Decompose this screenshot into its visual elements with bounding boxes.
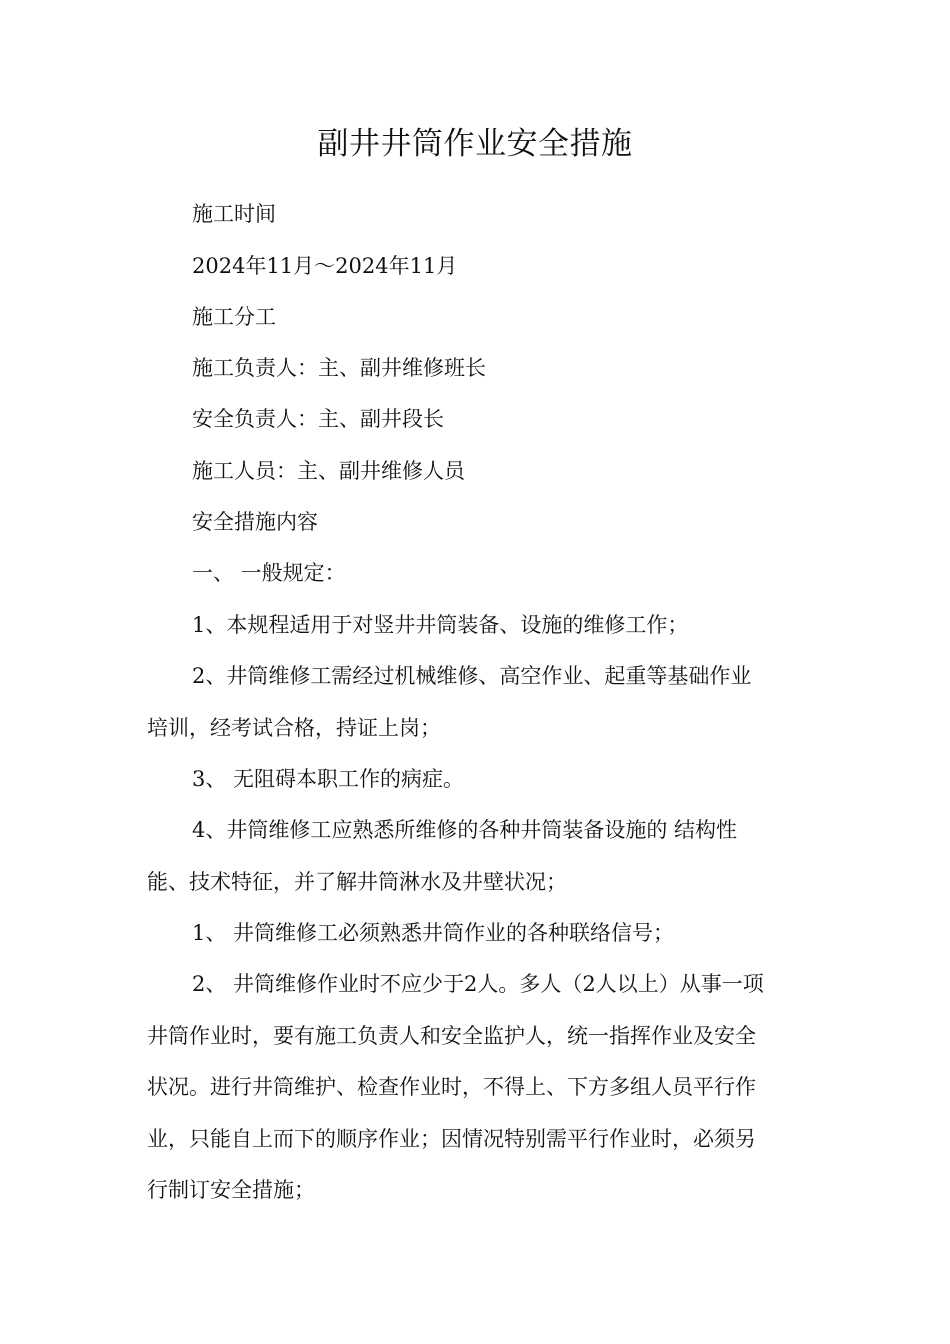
clause-6-line-1: 2、 井筒维修作业时不应少于2人。多人（2人以上）从事一项 bbox=[192, 972, 764, 996]
document-title: 副井井筒作业安全措施 bbox=[317, 126, 633, 162]
safety-supervisor: 安全负责人：主、副井段长 bbox=[192, 407, 444, 431]
clause-4-line-1: 4、井筒维修工应熟悉所维修的各种井筒装备设施的 结构性 bbox=[192, 818, 738, 842]
clause-6-line-3: 状况。进行井筒维护、检查作业时，不得上、下方多组人员平行作 bbox=[147, 1075, 756, 1099]
clause-3: 3、 无阻碍本职工作的病症。 bbox=[192, 767, 465, 791]
construction-supervisor: 施工负责人：主、副井维修班长 bbox=[192, 356, 486, 380]
heading-general-provisions: 一、 一般规定： bbox=[192, 561, 346, 585]
clause-1-scope: 1、本规程适用于对竖井井筒装备、设施的维修工作； bbox=[192, 613, 689, 637]
section-label-construction-time: 施工时间 bbox=[192, 202, 276, 226]
clause-2-line-2: 培训，经考试合格，持证上岗； bbox=[147, 716, 441, 740]
clause-6-line-4: 业，只能自上而下的顺序作业；因情况特别需平行作业时，必须另 bbox=[147, 1127, 756, 1151]
clause-2-line-1: 2、井筒维修工需经过机械维修、高空作业、起重等基础作业 bbox=[192, 664, 752, 688]
construction-period: 2024年11月～2024年11月 bbox=[192, 254, 458, 278]
construction-personnel: 施工人员：主、副井维修人员 bbox=[192, 459, 465, 483]
clause-6-line-2: 井筒作业时，要有施工负责人和安全监护人，统一指挥作业及安全 bbox=[147, 1024, 756, 1048]
clause-6-line-5: 行制订安全措施； bbox=[147, 1178, 315, 1202]
clause-4-line-2: 能、技术特征，并了解井筒淋水及井壁状况； bbox=[147, 870, 567, 894]
section-label-division-of-work: 施工分工 bbox=[192, 305, 276, 329]
section-label-safety-measures: 安全措施内容 bbox=[192, 510, 318, 534]
clause-5-signals: 1、 井筒维修工必须熟悉井筒作业的各种联络信号； bbox=[192, 921, 675, 945]
